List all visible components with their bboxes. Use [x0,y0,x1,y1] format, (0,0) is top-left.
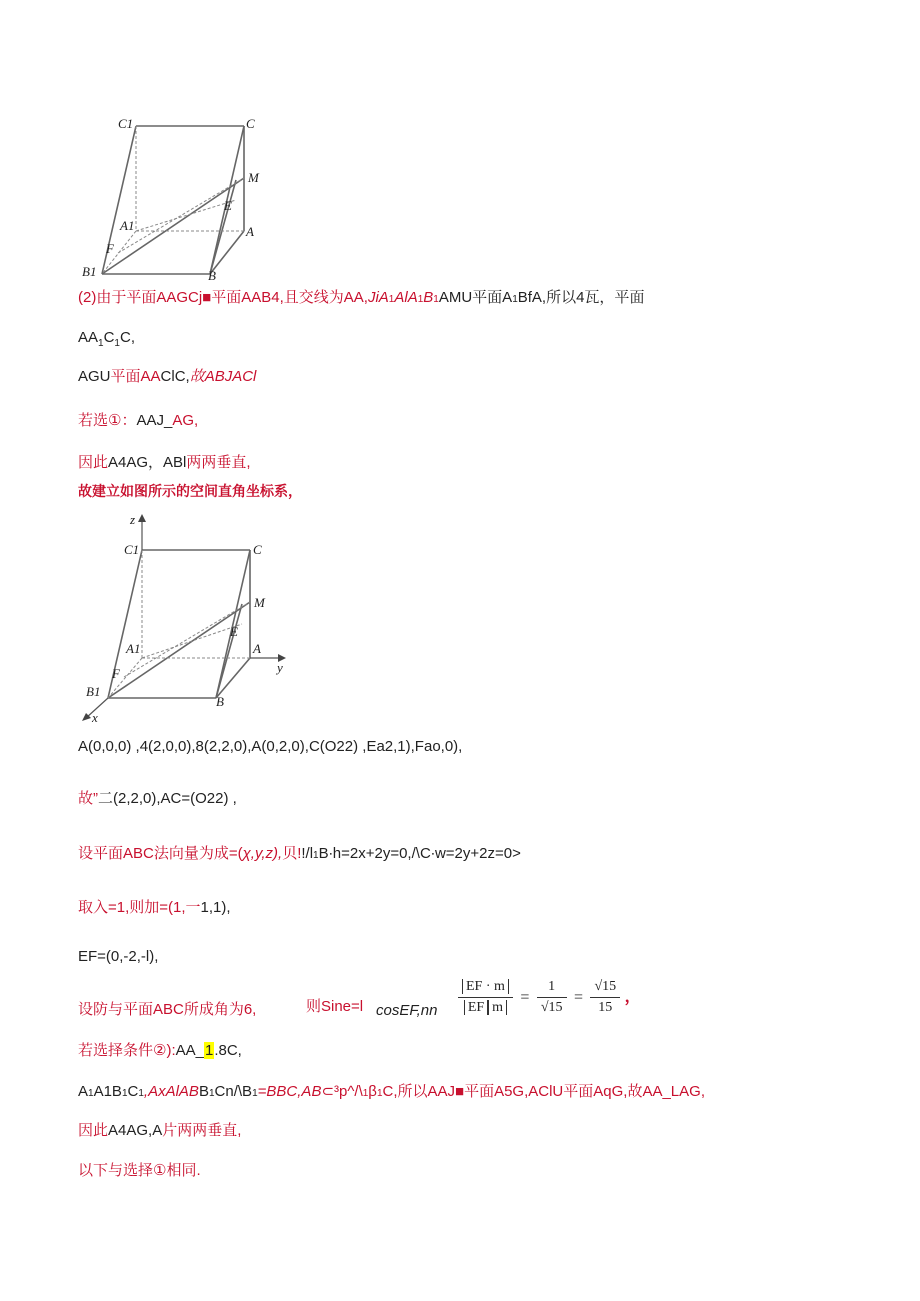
text-line-3: AGU平面AAClC,故ABJACl [78,368,257,385]
label-f-2: F [112,666,120,681]
condition-2-reasoning-line: A1A1B1C1,AxAlABB1Cn/\B1=BBC,AB⊂³p^/\1β1C,所以AAJ■平面A5G,AClU平面AqG,故AA_LAG, [78,1083,705,1100]
same-as-option-1-line: 以下与选择①相同. [78,1162,201,1179]
label-x: x [92,710,98,725]
formula-main-fraction: $\frac{EF \cdot m}{\text{EF m}}$ [458,979,513,1016]
label-a1-2: A1 [126,641,141,656]
label-z: z [130,512,136,527]
label-f: F [106,241,114,256]
coordinates-line: A(0,0,0) ,4(2,0,0),8(2,2,0),A(0,2,0),C(O22) ,Ea2,1),Fao,0), [78,738,463,755]
take-value-line: 取入=1,则加=(1,一1,1), [78,899,231,916]
label-y: y [277,660,283,675]
formula-fraction-2: $\frac{√15}{15}$ [590,979,620,1016]
vector-line: 故”二(2,2,0),AC=(O22) , [78,790,237,807]
label-c1: C1 [118,116,134,131]
figure-1-hidden-edges [102,126,244,274]
figure-2-hidden-edges [108,550,250,698]
label-c-2: C [253,542,262,557]
prism-figure-2-coordinate-system [70,510,300,725]
text-line-2: $AA_1C_1C$, [78,329,135,349]
label-b: B [208,268,216,283]
condition-2-line: 若选择条件②):AA_1.8C, [78,1042,242,1059]
label-a1: A1 [120,218,135,233]
label-a: A [246,224,254,239]
text-line-6: 故建立如图所示的空间直角坐标系， [78,484,302,500]
label-b1-2: B1 [86,684,101,699]
angle-setup-text: 设防与平面ABC所成角为6, [78,1001,257,1018]
text-line-4: 若选①：AAJ_AG, [78,412,199,429]
label-b-2: B [216,694,224,709]
ef-vector-line: EF=(0,-2,-l), [78,948,159,965]
cos-text: cosEF,nn [376,1002,438,1019]
figure-1-solid-edges [102,126,244,274]
sine-text: 则Sine=l [306,998,364,1015]
text-line-5: 因此A4AG，ABl两两垂直, [78,454,251,471]
label-e: E [224,198,232,213]
figure-2-solid-edges [108,550,250,698]
label-a-2: A [253,641,261,656]
cosine-formula: $\frac{EF \cdot m}{\text{EF m}}$ = $\frac{1}{√15}$ = $\frac{√15}{15}$ ， [458,979,641,1016]
prism-figure-1 [78,108,278,283]
text-line-1: (2)由于平面AAGCj■平面AAB4,且交线为AA,JiA1AlA1B1AMU平面A1BfA,所以4瓦，平面 [78,289,645,306]
label-c1-2: C1 [124,542,140,557]
label-b1: B1 [82,264,97,279]
perpendicular-line: 因此A4AG,A片两两垂直, [78,1122,242,1139]
label-m-2: M [254,595,265,610]
label-c: C [246,116,255,131]
highlighted-subscript: 1 [204,1042,214,1059]
label-e-2: E [230,624,238,639]
normal-vector-line: 设平面ABC法向量为成=(χ,y,z),贝!!/l1B∙h=2x+2y=0,/\C∙w=2y+2z=0> [78,845,521,862]
label-m: M [248,170,259,185]
formula-fraction-1: $\frac{1}{√15}$ [537,979,567,1016]
